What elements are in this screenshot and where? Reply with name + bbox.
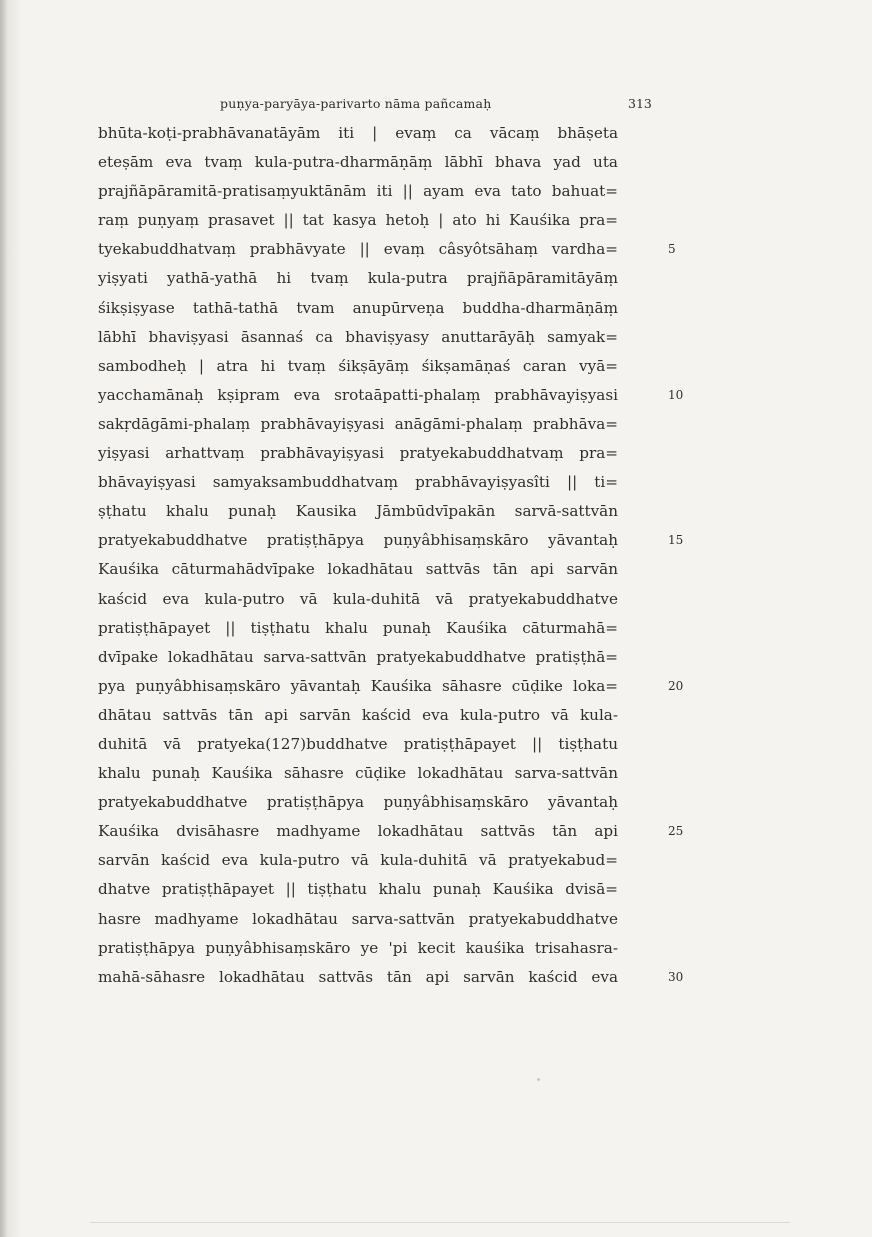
text-line: tyekabuddhatvaṃ prabhāvyate || evaṃ câsyôtsāhaṃ vardha=: [98, 240, 618, 259]
text-line: dvīpake lokadhātau sarva-sattvān pratyekabuddhatve pratiṣṭhā=: [98, 647, 618, 666]
text-line: pratiṣṭhāpayet || tiṣṭhatu khalu punaḥ Kauśika cāturmahā=: [98, 618, 618, 637]
text-line: duhitā vā pratyeka(127)buddhatve pratiṣṭhāpayet || tiṣṭhatu: [98, 734, 618, 753]
text-line: bhūta-koṭi-prabhāvanatāyām iti | evaṃ ca vācaṃ bhāṣeta: [98, 124, 618, 142]
text-line: mahā-sāhasre lokadhātau sattvās tān api sarvān kaścid eva: [98, 967, 618, 986]
text-line: khalu punaḥ Kauśika sāhasre cūḍike lokadhātau sarva-sattvān: [98, 764, 618, 783]
text-line: sambodheḥ | atra hi tvaṃ śikṣāyāṃ śikṣamāṇaś caran vyā=: [98, 356, 618, 375]
text-line: pratyekabuddhatve pratiṣṭhāpya puṇyâbhisaṃskāro yāvantaḥ: [98, 531, 618, 550]
text-line: ṣṭhatu khalu punaḥ Kausika Jāmbūdvīpakān sarvā-sattvān: [98, 502, 618, 521]
line-number: 30: [668, 969, 684, 984]
page-number: 313: [628, 96, 652, 111]
text-line: Kauśika dvisāhasre madhyame lokadhātau sattvās tān api: [98, 822, 618, 841]
text-line: sakṛdāgāmi-phalaṃ prabhāvayiṣyasi anāgāmi-phalaṃ prabhāva=: [98, 414, 618, 433]
page-binding-edge: [0, 0, 6, 1237]
paper-speck: [537, 1078, 540, 1081]
line-number: 20: [668, 678, 684, 693]
line-number: 5: [668, 242, 676, 257]
text-line: raṃ puṇyaṃ prasavet || tat kasya hetoḥ | ato hi Kauśika pra=: [98, 211, 618, 230]
text-line: dhātau sattvās tān api sarvān kaścid eva kula-putro vā kula-: [98, 705, 618, 724]
text-line: hasre madhyame lokadhātau sarva-sattvān pratyekabuddhatve: [98, 909, 618, 928]
text-line: yacchamānaḥ kṣipram eva srotaāpatti-phalaṃ prabhāvayiṣyasi: [98, 385, 618, 404]
body-text: [98, 119, 618, 992]
text-line: yiṣyati yathā-yathā hi tvaṃ kula-putra prajñāpāramitāyāṃ: [98, 269, 618, 288]
running-title: puṇya-paryāya-parivarto nāma pañcamaḥ: [220, 96, 492, 111]
text-line: pratiṣṭhāpya puṇyâbhisaṃskāro ye 'pi kecit kauśika trisahasra-: [98, 938, 618, 957]
text-line: śikṣiṣyase tathā-tathā tvam anupūrveṇa buddha-dharmāṇāṃ: [98, 298, 618, 317]
text-line: prajñāpāramitā-pratisaṃyuktānām iti || ayam eva tato bahuat=: [98, 182, 618, 201]
text-line: sarvān kaścid eva kula-putro vā kula-duhitā vā pratyekabud=: [98, 851, 618, 870]
text-line: dhatve pratiṣṭhāpayet || tiṣṭhatu khalu punaḥ Kauśika dvisā=: [98, 880, 618, 899]
text-line: bhāvayiṣyasi samyaksambuddhatvaṃ prabhāvayiṣyasîti || ti=: [98, 473, 618, 492]
text-line: pratyekabuddhatve pratiṣṭhāpya puṇyâbhisaṃskāro yāvantaḥ: [98, 793, 618, 812]
line-number: 25: [668, 824, 684, 839]
line-number: 15: [668, 533, 684, 548]
text-line: pya puṇyâbhisaṃskāro yāvantaḥ Kauśika sāhasre cūḍike loka=: [98, 676, 618, 695]
text-line: eteṣām eva tvaṃ kula-putra-dharmāṇāṃ lābhī bhava yad uta: [98, 153, 618, 172]
line-number: 10: [668, 387, 684, 402]
text-line: lābhī bhaviṣyasi āsannaś ca bhaviṣyasy anuttarāyāḥ samyak=: [98, 327, 618, 346]
text-line: kaścid eva kula-putro vā kula-duhitā vā pratyekabuddhatve: [98, 589, 618, 608]
text-line: yiṣyasi arhattvaṃ prabhāvayiṣyasi pratyekabuddhatvaṃ pra=: [98, 444, 618, 463]
text-line: Kauśika cāturmahādvīpake lokadhātau sattvās tān api sarvān: [98, 560, 618, 579]
bottom-edge-rule: [90, 1222, 790, 1223]
